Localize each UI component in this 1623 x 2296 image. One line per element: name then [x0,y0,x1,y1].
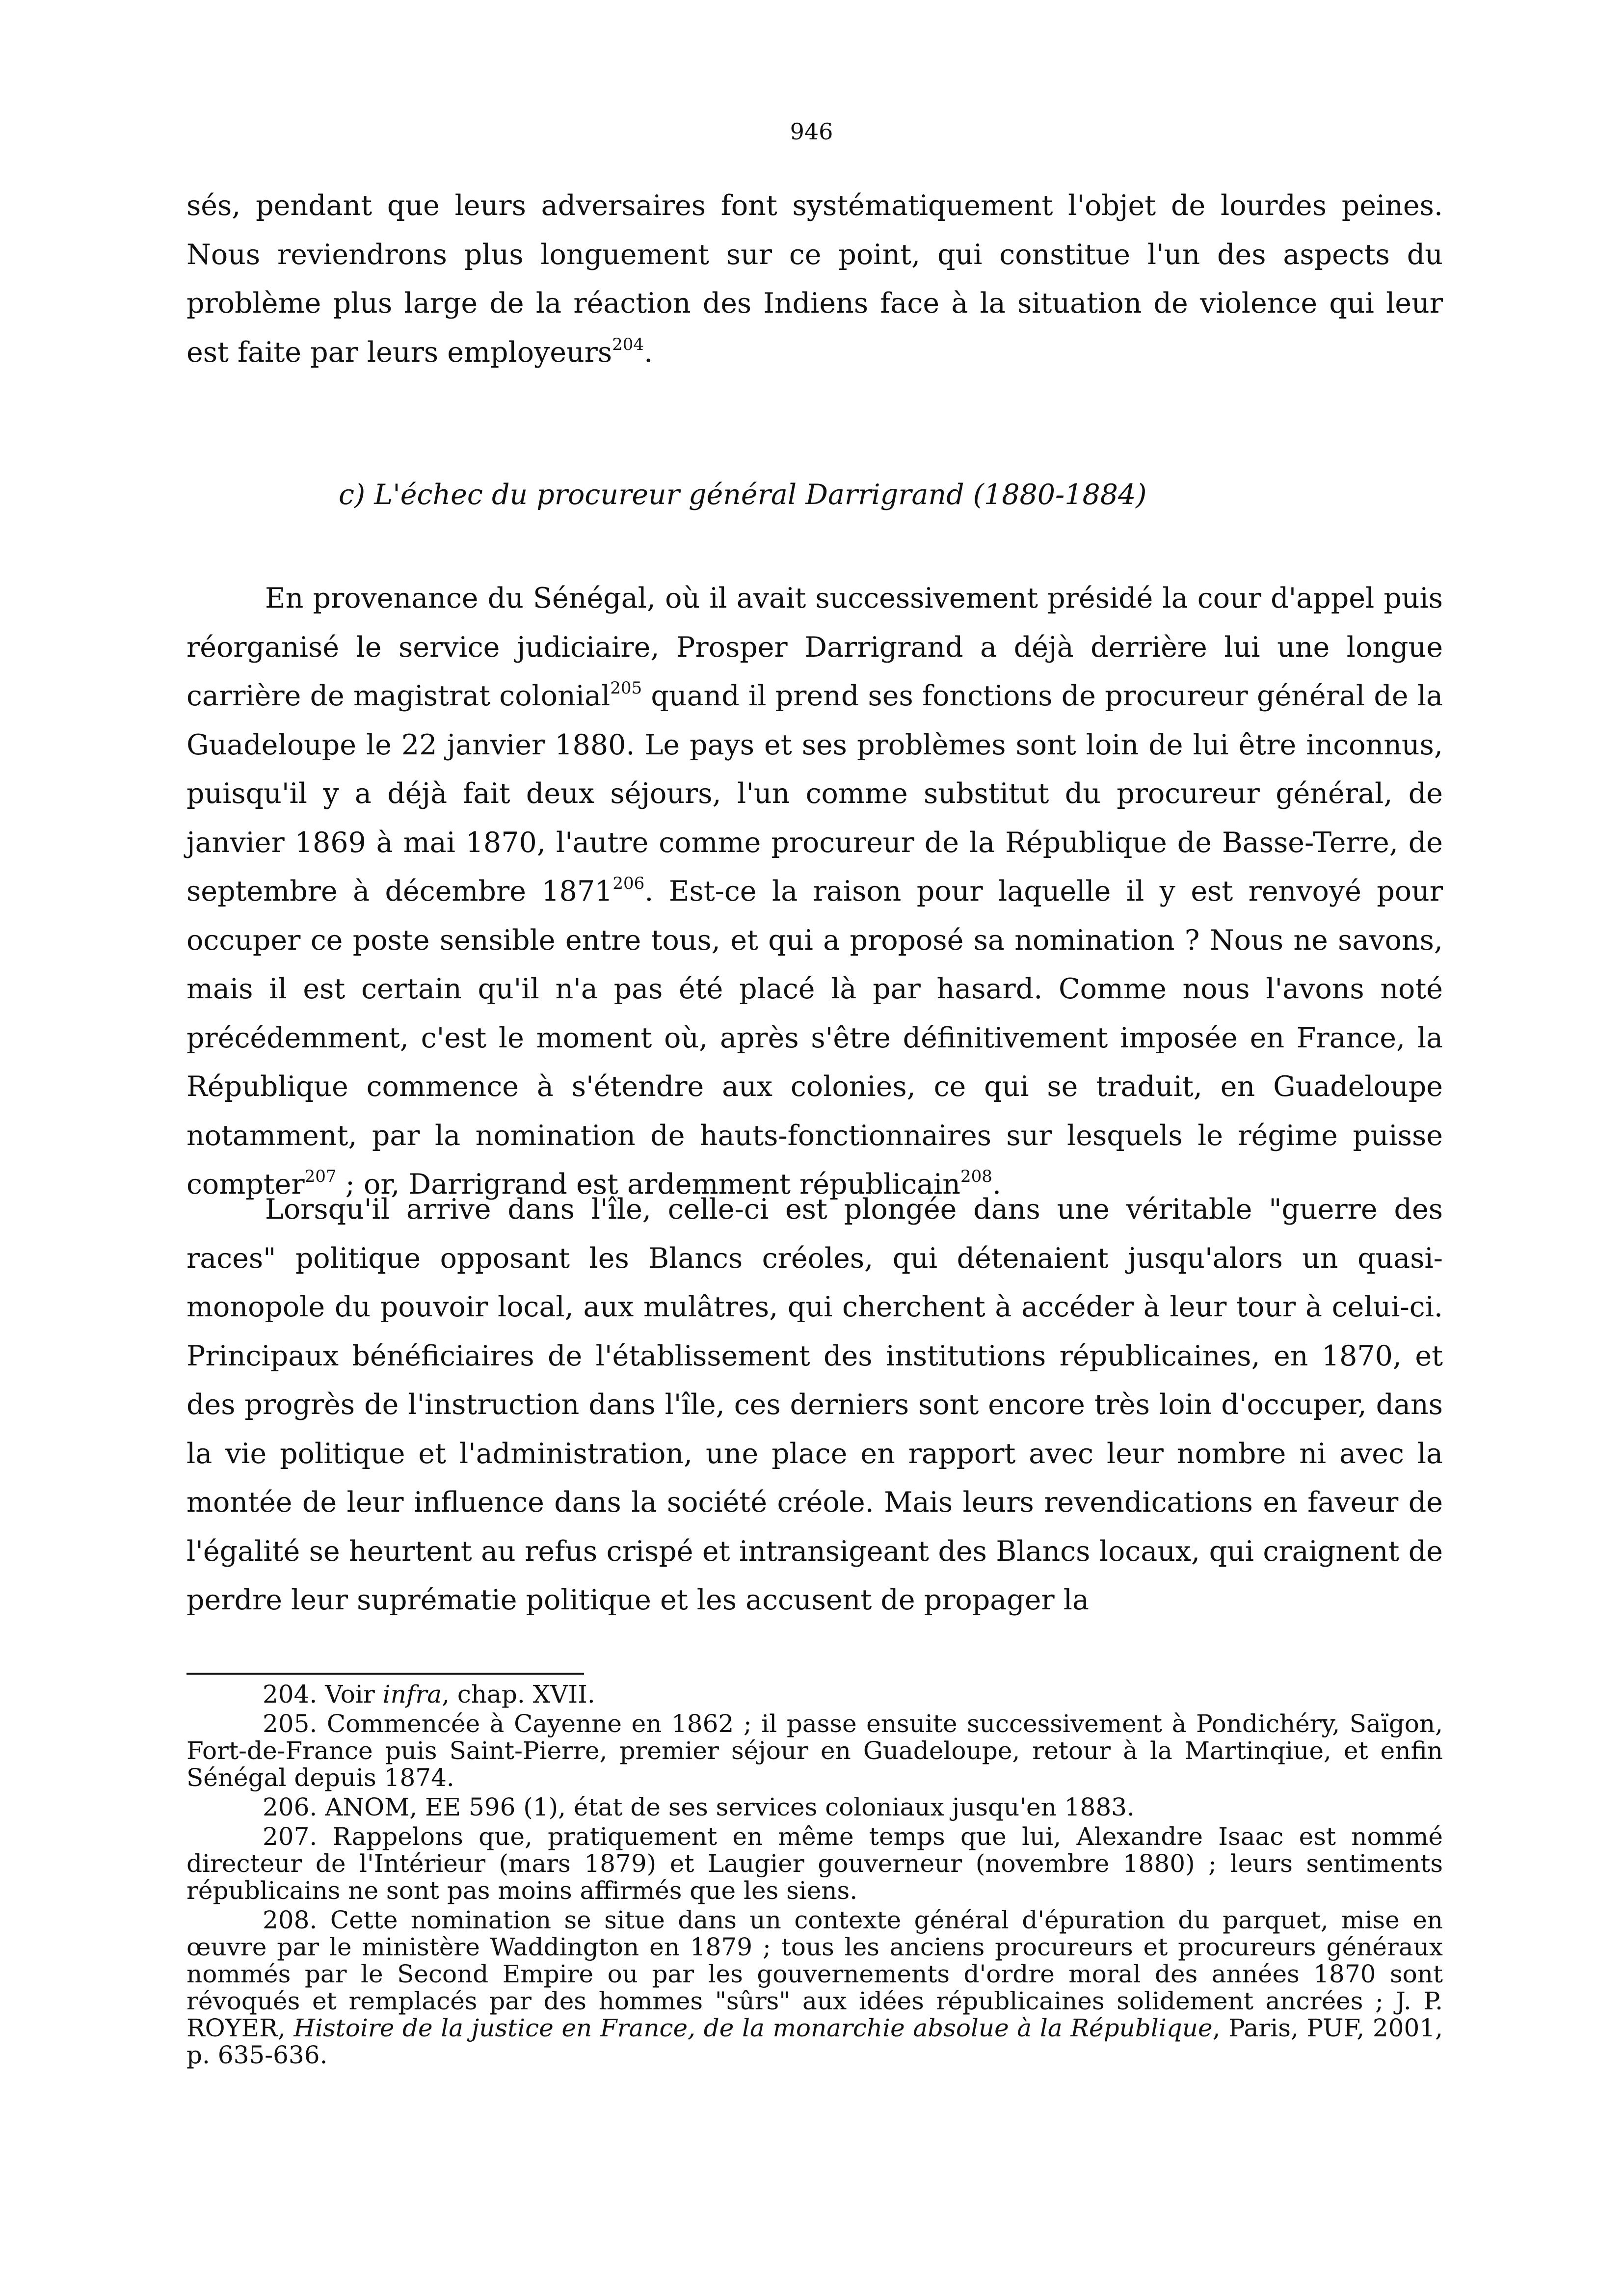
paragraph-text-tail: . [992,1168,1002,1201]
footnotes [186,1681,1443,2071]
footnote-208 [186,1907,1443,2069]
section-heading: c) L'échec du procureur général Darrigrand (1880-1884) [339,479,1147,511]
footnote-separator [186,1673,584,1675]
footnote-205: 205. Commencée à Cayenne en 1862 ; il passe ensuite successivement à Pondichéry, Saïgon, Fort-de-France puis Saint-Pierre, premier séjour en Guadeloupe, retour à la Martinqiue, et enfin Sénégal depuis 1874. [186,1709,1443,1792]
page-number: 946 [790,118,833,145]
footnote-ref-205[interactable]: 205 [610,678,642,698]
paragraph-text-tail: . [644,336,653,369]
footnote-206: 206. ANOM, EE 596 (1), état de ses services coloniaux jusqu'en 1883. [263,1793,1135,1821]
paragraph-text: En provenance du Sénégal, où il avait successivement présidé la cour d'appel puis réorganisé le service judiciaire, Prosper Darrigrand a déjà derrière lui une longue carrière de magistrat colonial [186,582,1443,712]
footnote-ref-207[interactable]: 207 [304,1167,337,1186]
footnote-text: 208. Cette nomination se situe dans un contexte général d'épuration du parquet, mise en œuvre par le ministère Waddington en 1879 ; tous les anciens procureurs et procureurs généraux nommés par le Second Empire ou par les gouvernements d'ordre moral des années 1870 sont révoqués et remplacés par des hommes "sûrs" aux idées républicaines solidement ancrées ; J. P. ROYER, [186,1906,1443,2042]
paragraph-text: Lorsqu'il arrive dans l'île, celle-ci est plongée dans une véritable "guerre des races" politique opposant les Blancs créoles, qui détenaient jusqu'alors un quasi-monopole du pouvoir local, aux mulâtres, qui cherchent à accéder à leur tour à celui-ci. Principaux bénéficiaires de l'établissement des institutions républicaines, en 1870, et des progrès de l'instruction dans l'île, ces derniers sont encore très loin d'occuper, dans la vie politique et l'administration, une place en rapport avec leur nombre ni avec la montée de leur influence dans la société créole. Mais leurs revendications en faveur de l'égalité se heurtent au refus crispé et intransigeant des Blancs locaux, qui craignent de perdre leur suprématie politique et les accusent de propager la [186,1193,1443,1616]
footnote-204 [186,1681,1443,1708]
footnote-ref-206[interactable]: 206 [612,874,645,893]
footnote-ref-208[interactable]: 208 [960,1167,992,1186]
paragraph-text: . Est-ce la raison pour laquelle il y est renvoyé pour occuper ce poste sensible entre tous, et qui a proposé sa nomination ? Nous ne savons, mais il est certain qu'il n'a pas été placé là par hasard. Comme nous l'avons noté précédemment, c'est le moment où, après s'être définitivement imposée en France, la République commence à s'étendre aux colonies, ce qui se traduit, en Guadeloupe notamment, par la nomination de hauts-fonctionnaires sur lesquels le régime puisse compter [186,875,1443,1201]
footnote-text: , chap. XVII. [442,1680,595,1709]
paragraph-race-war [186,1185,1443,1625]
footnote-italic: Histoire de la justice en France, de la monarchie absolue à la République [293,2014,1213,2042]
paragraph-text: ; or, Darrigrand est ardemment républicain [336,1168,961,1201]
footnote-text: , Paris, PUF, 2001, p. 635-636. [186,2014,1443,2069]
footnote-207: 207. Rappelons que, pratiquement en même temps que lui, Alexandre Isaac est nommé directeur de l'Intérieur (mars 1879) et Laugier gouverneur (novembre 1880) ; leurs sentiments républicains ne sont pas moins affirmés que les siens. [186,1822,1443,1905]
footnote-italic: infra [382,1680,442,1709]
footnote-ref-204[interactable]: 204 [612,334,644,354]
paragraph-darrigrand-career [186,574,1443,1209]
paragraph-text: quand il prend ses fonctions de procureur général de la Guadeloupe le 22 janvier 1880. Le pays et ses problèmes sont loin de lui être inconnus, puisqu'il y a déjà fait deux séjours, l'un comme substitut du procureur général, de janvier 1869 à mai 1870, l'autre comme procureur de la République de Basse-Terre, de septembre à décembre 1871 [186,680,1443,908]
footnote-text: 204. Voir [263,1680,383,1709]
paragraph-text: sés, pendant que leurs adversaires font systématiquement l'objet de lourdes peines. Nous reviendrons plus longuement sur ce point, qui constitue l'un des aspects du problème plus large de la réaction des Indiens face à la situation de violence qui leur est faite par leurs employeurs [186,189,1443,369]
paragraph-continuation [186,182,1443,377]
